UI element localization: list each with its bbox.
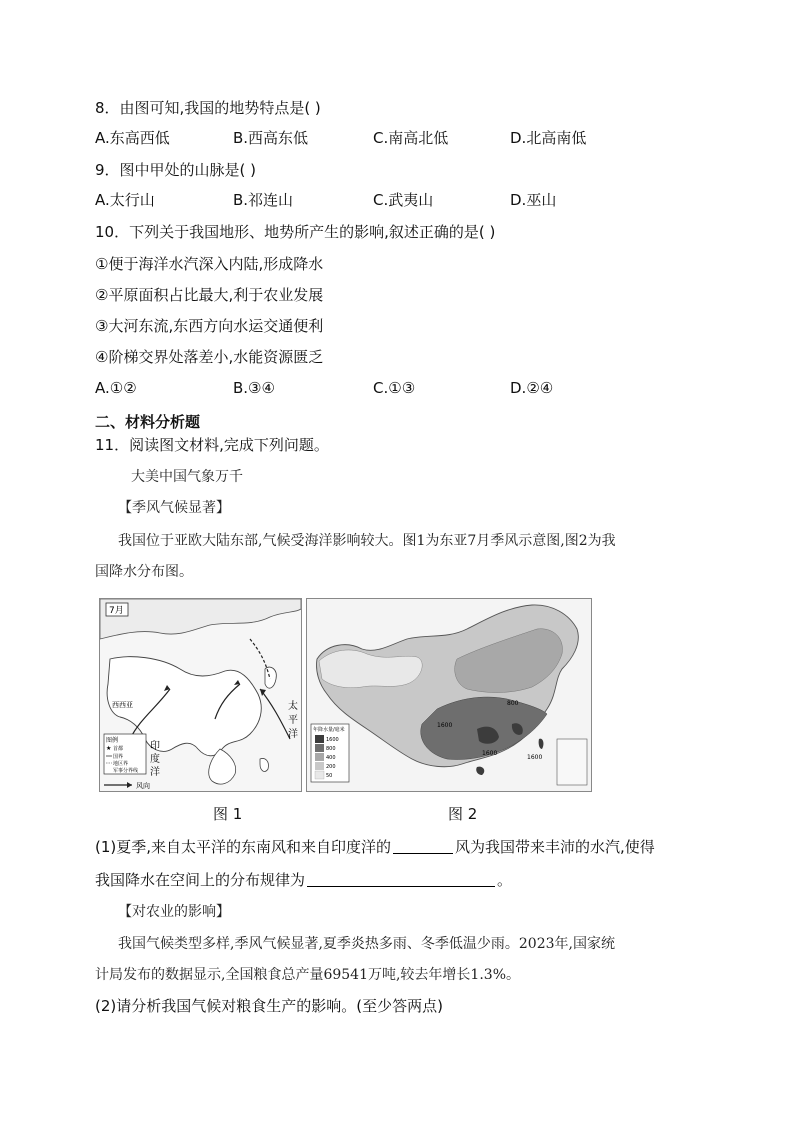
q9-option-c[interactable]: C.武夷山	[373, 191, 434, 209]
sub-q1-part1: (1)夏季,来自太平洋的东南风和来自印度洋的	[95, 838, 392, 856]
legend-value-3: 400	[326, 755, 336, 761]
figure-1-caption: 图 1	[213, 805, 243, 823]
isoline-label-2: 1600	[482, 750, 498, 757]
legend-swatch-2	[315, 744, 324, 752]
legend-value-2: 800	[326, 746, 336, 752]
answer-blank-1[interactable]	[393, 837, 453, 854]
legend-swatch-3	[315, 753, 324, 761]
para1-line2: 国降水分布图。	[95, 564, 193, 580]
south-china-sea-inset	[557, 739, 587, 785]
indian-char-2: 度	[150, 754, 160, 765]
figure-1-monsoon-map	[99, 598, 302, 792]
legend-military: 军事分界线	[113, 768, 139, 774]
indian-char-3: 洋	[150, 767, 160, 778]
pacific-char-1: 太	[288, 701, 298, 712]
q10-option-c[interactable]: C.①③	[373, 379, 416, 397]
isoline-label-3: 1600	[527, 754, 543, 761]
para2-line1: 我国气候类型多样,季风气候显著,夏季炎热多雨、冬季低温少雨。2023年,国家统	[118, 936, 615, 952]
q9-options	[95, 190, 715, 210]
q8-option-a[interactable]: A.东高西低	[95, 129, 170, 147]
isoline-label-1: 1600	[437, 722, 453, 729]
q8-stem: 8．由图可知,我国的地势特点是( )	[95, 99, 321, 117]
region-label: 西西亚	[112, 701, 133, 709]
sub-q2: (2)请分析我国气候对粮食生产的影响。(至少答两点)	[95, 997, 443, 1015]
para1-line1: 我国位于亚欧大陆东部,气候受海洋影响较大。图1为东亚7月季风示意图,图2为我	[118, 533, 616, 549]
q10-statement-4: ④阶梯交界处落差小,水能资源匮乏	[95, 348, 324, 366]
legend-capital-icon: ★	[106, 745, 112, 752]
precipitation-map-svg	[307, 599, 591, 791]
q9-stem: 9．图中甲处的山脉是( )	[95, 161, 257, 179]
q10-stem: 10．下列关于我国地形、地势所产生的影响,叙述正确的是( )	[95, 223, 496, 241]
sub-q1-part2: 风为我国带来丰沛的水汽,使得	[455, 838, 655, 856]
legend-value-4: 200	[326, 764, 336, 770]
pacific-char-3: 洋	[288, 729, 298, 740]
legend-swatch-5	[315, 771, 324, 779]
legend-title: 图例	[106, 737, 119, 744]
sub-q1-line2-text: 我国降水在空间上的分布规律为	[95, 871, 306, 889]
legend-swatch-4	[315, 762, 324, 770]
legend-capital: 首都	[113, 746, 124, 752]
q9-option-b[interactable]: B.祁连山	[233, 191, 294, 209]
sub-q1-end: 。	[497, 871, 513, 889]
sub2-title: 【对农业的影响】	[118, 904, 230, 920]
section-title: 二、材料分析题	[95, 413, 201, 431]
legend-value-1: 1600	[326, 737, 339, 743]
pacific-char-2: 平	[288, 715, 298, 726]
precip-legend-title: 年降水量/毫米	[313, 727, 345, 733]
sub-q1-line1	[95, 837, 655, 857]
philippine-islands	[260, 758, 268, 771]
q8-options	[95, 128, 715, 148]
month-tag: 7月	[109, 606, 124, 616]
q10-statement-2: ②平原面积占比最大,利于农业发展	[95, 286, 324, 304]
sub1-title: 【季风气候显著】	[118, 500, 230, 516]
material-title: 大美中国气象万千	[131, 469, 243, 485]
isoline-label-4: 800	[507, 700, 519, 707]
legend-region: 地区界	[113, 761, 129, 767]
answer-blank-2[interactable]	[307, 870, 495, 887]
monsoon-map-svg	[100, 599, 301, 791]
q10-option-a[interactable]: A.①②	[95, 379, 137, 397]
q9-option-a[interactable]: A.太行山	[95, 191, 155, 209]
q10-option-d[interactable]: D.②④	[510, 379, 554, 397]
q10-options	[95, 378, 715, 398]
q11-stem: 11．阅读图文材料,完成下列问题。	[95, 436, 329, 454]
legend-swatch-1	[315, 735, 324, 743]
q8-option-d[interactable]: D.北高南低	[510, 129, 587, 147]
sub-q1-line2	[95, 870, 512, 890]
wind-legend-label: 风向	[136, 782, 150, 790]
legend-border: 国界	[113, 754, 124, 760]
q10-statement-3: ③大河东流,东西方向水运交通便利	[95, 317, 324, 335]
figure-2-caption: 图 2	[448, 805, 478, 823]
indian-char-1: 印	[150, 741, 160, 752]
legend-value-5: 50	[326, 773, 333, 779]
q10-option-b[interactable]: B.③④	[233, 379, 275, 397]
q10-statement-1: ①便于海洋水汽深入内陆,形成降水	[95, 255, 324, 273]
q9-option-d[interactable]: D.巫山	[510, 191, 557, 209]
q8-option-b[interactable]: B.西高东低	[233, 129, 309, 147]
figure-2-precipitation-map	[306, 598, 592, 792]
para2-line2: 计局发布的数据显示,全国粮食总产量69541万吨,较去年增长1.3%。	[95, 967, 521, 983]
q8-option-c[interactable]: C.南高北低	[373, 129, 449, 147]
